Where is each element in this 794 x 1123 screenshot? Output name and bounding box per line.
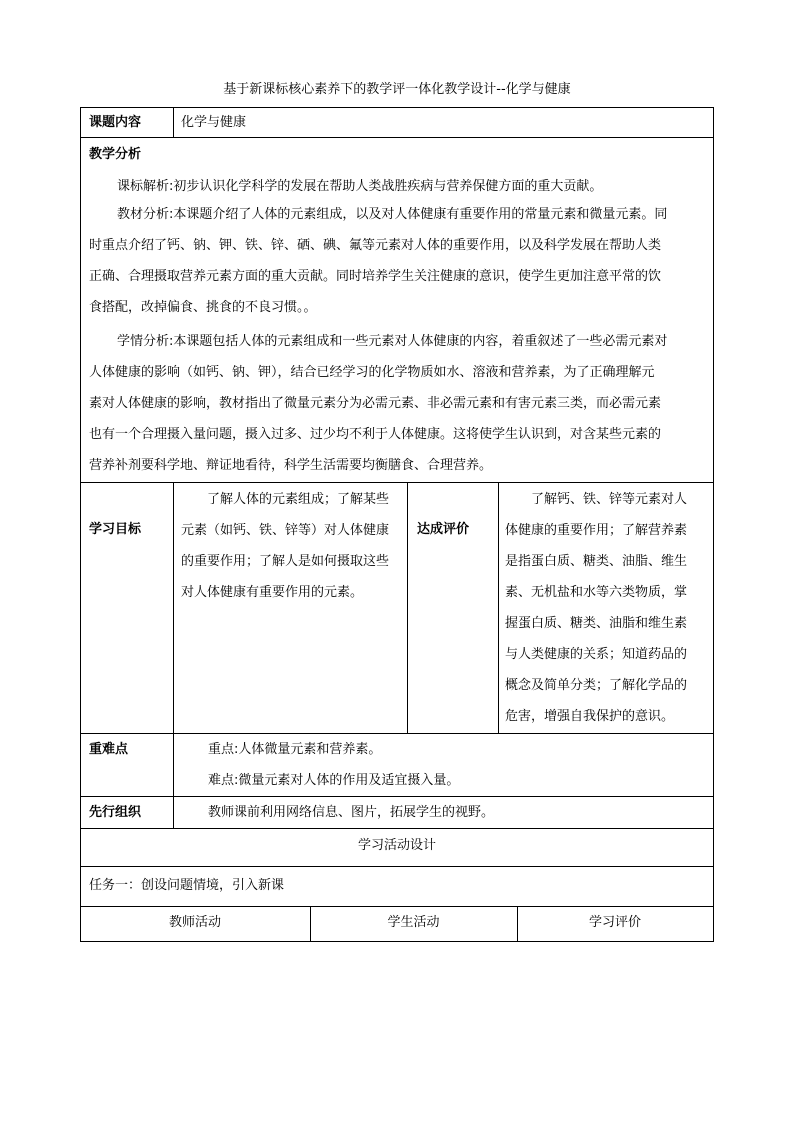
table-border-h2: [80, 482, 714, 483]
table-border-v-obj-2: [498, 482, 499, 733]
table-border-h5: [80, 828, 714, 829]
organizer-value: 教师课前利用网络信息、图片，拓展学生的视野。: [208, 805, 495, 820]
topic-value: 化学与健康: [181, 115, 247, 130]
table-border-v-label-1: [173, 107, 174, 138]
table-border-h3: [80, 733, 714, 734]
table-border-v-obj-1: [407, 482, 408, 733]
objectives-label: 学习目标: [89, 522, 142, 537]
table-border-bottom: [80, 941, 714, 942]
table-border-h1: [80, 137, 714, 138]
learner-analysis: 学情分析:本课题包括人体的元素组成和一些元素对人体健康的内容，着重叙述了一些必需元素对 人体健康的影响（如钙、钠、钾），结合已经学习的化学物质如水、溶液和营养素，为了正确理解元 素对人体健康的影响，教材指出了微量元素分为必需元素、非必需元素和有害元素三类，而必需元素 也有一个合理摄入量问题，摄入过多、过少均不利于人体健康。这将使学生认识到，对含某些元素的 营养补剂要科学地、辩证地看待，科学生活需要均衡膳食、合理营养。: [89, 334, 668, 473]
document-title: 基于新课标核心素养下的教学评一体化教学设计--化学与健康: [223, 82, 571, 97]
difficult-point: 难点:微量元素对人体的作用及适宜摄入量。: [208, 773, 460, 788]
textbook-analysis: 教材分析:本课题介绍了人体的元素组成，以及对人体健康有重要作用的常量元素和微量元素。同 时重点介绍了钙、钠、钾、铁、锌、硒、碘、氟等元素对人体的重要作用，以及科学发展在帮助人类 正确、合理摄取营养元素方面的重大贡献。同时培养学生关注健康的意识，使学生更加注意平常的饮 食搭配，改掉偏食、挑食的不良习惯。。: [89, 207, 668, 315]
table-border-right: [713, 107, 714, 942]
curriculum-analysis: 课标解析:初步认识化学科学的发展在帮助人类战胜疾病与营养保健方面的重大贡献。: [117, 179, 603, 194]
topic-label: 课题内容: [89, 115, 142, 130]
table-border-v-label-2: [173, 482, 174, 828]
key-points-label: 重难点: [89, 742, 129, 757]
organizer-label: 先行组织: [89, 805, 142, 820]
table-border-h7: [80, 906, 714, 907]
assessment-text: 了解钙、铁、锌等元素对人 体健康的重要作用；了解营养素 是指蛋白质、糖类、油脂、维生 素、无机盐和水等六类物质，掌 握蛋白质、糖类、油脂和维生素 与人类健康的关系；知道药品的 概念及简单分类；了解化学品的 危害，增强自我保护的意识。: [505, 492, 688, 724]
table-border-left: [80, 107, 81, 942]
teacher-activity-header: 教师活动: [168, 915, 221, 930]
analysis-heading: 教学分析: [89, 147, 142, 162]
student-activity-header: 学生活动: [387, 915, 440, 930]
assessment-label: 达成评价: [417, 522, 470, 537]
task-one: 任务一：创设问题情境，引入新课: [89, 878, 285, 893]
key-point: 重点:人体微量元素和营养素。: [208, 742, 382, 757]
objectives-text: 了解人体的元素组成；了解某些 元素（如钙、铁、锌等）对人体健康 的重要作用；了解人是如何摄取这些 对人体健康有重要作用的元素。: [181, 492, 390, 600]
table-border-top: [80, 107, 714, 108]
table-border-h6: [80, 866, 714, 867]
table-border-h4: [80, 796, 714, 797]
learning-evaluation-header: 学习评价: [588, 915, 641, 930]
activity-design-heading: 学习活动设计: [357, 838, 436, 853]
